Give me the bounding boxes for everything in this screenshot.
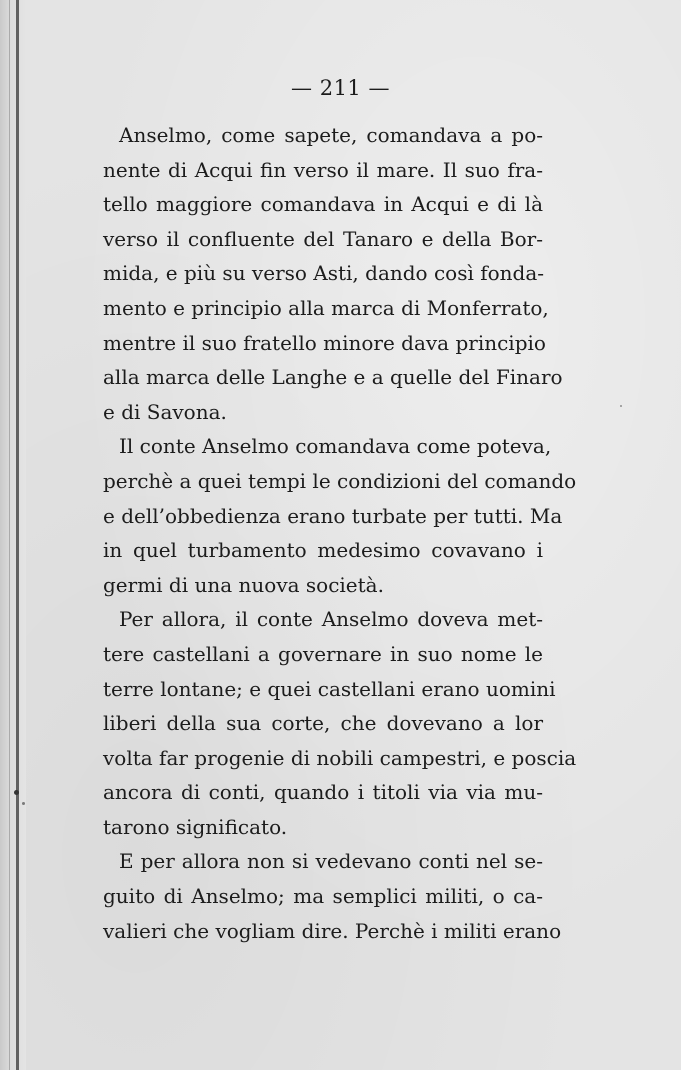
text-line: mento e principio alla marca di Monferrato, [103, 295, 549, 320]
gutter-shadow-line [9, 0, 10, 1070]
paragraph-3 [103, 602, 577, 844]
text-line: mentre il suo fratello minore dava principio [103, 330, 546, 355]
book-gutter [0, 0, 26, 1070]
text-line: liberi della sua corte, che dovevano a lor [103, 711, 543, 736]
text-line: e di Savona. [103, 399, 227, 424]
text-line: tarono significato. [103, 814, 288, 839]
text-line: e dell’obbedienza erano turbate per tutti. Ma [103, 503, 563, 528]
paper-speck [620, 405, 622, 407]
paper-speck [14, 790, 19, 795]
text-line: Anselmo, come sapete, comandava a po- [119, 123, 543, 147]
gutter-edge-line [16, 0, 19, 1070]
text-line: perchè a quei tempi le condizioni del comando [103, 468, 577, 493]
text-line: Per allora, il conte Anselmo doveva met- [119, 607, 543, 632]
paper-speck [22, 802, 25, 805]
text-line: E per allora non si vedevano conti nel se- [119, 849, 543, 874]
text-line: verso il confluente del Tanaro e della Bor- [103, 226, 543, 251]
text-line: valieri che vogliam dire. Perchè i militi erano [103, 918, 562, 943]
paragraph-2 [103, 429, 577, 602]
text-line: volta far progenie di nobili campestri, e poscia [103, 745, 577, 770]
text-line: alla marca delle Langhe e a quelle del Finaro [103, 365, 563, 390]
text-line: nente di Acqui fin verso il mare. Il suo fra- [103, 157, 543, 182]
text-line: tello maggiore comandava in Acqui e di là [103, 192, 543, 217]
text-line: terre lontane; e quei castellani erano uomini [103, 676, 556, 701]
text-line: ancora di conti, quando i titoli via via mu- [103, 780, 543, 805]
text-line: tere castellani a governare in suo nome le [103, 641, 543, 666]
page-number: — 211 — [291, 76, 390, 100]
text-line: Il conte Anselmo comandava come poteva, [119, 434, 552, 459]
body-text [103, 118, 577, 948]
text-line: guito di Anselmo; ma semplici militi, o ca- [103, 884, 543, 909]
text-line: mida, e più su verso Asti, dando così fonda- [103, 261, 545, 286]
text-line: in quel turbamento medesimo covavano i [103, 538, 543, 563]
paragraph-4 [103, 844, 562, 948]
text-line: germi di una nuova società. [103, 572, 384, 597]
paragraph-1 [103, 118, 563, 429]
